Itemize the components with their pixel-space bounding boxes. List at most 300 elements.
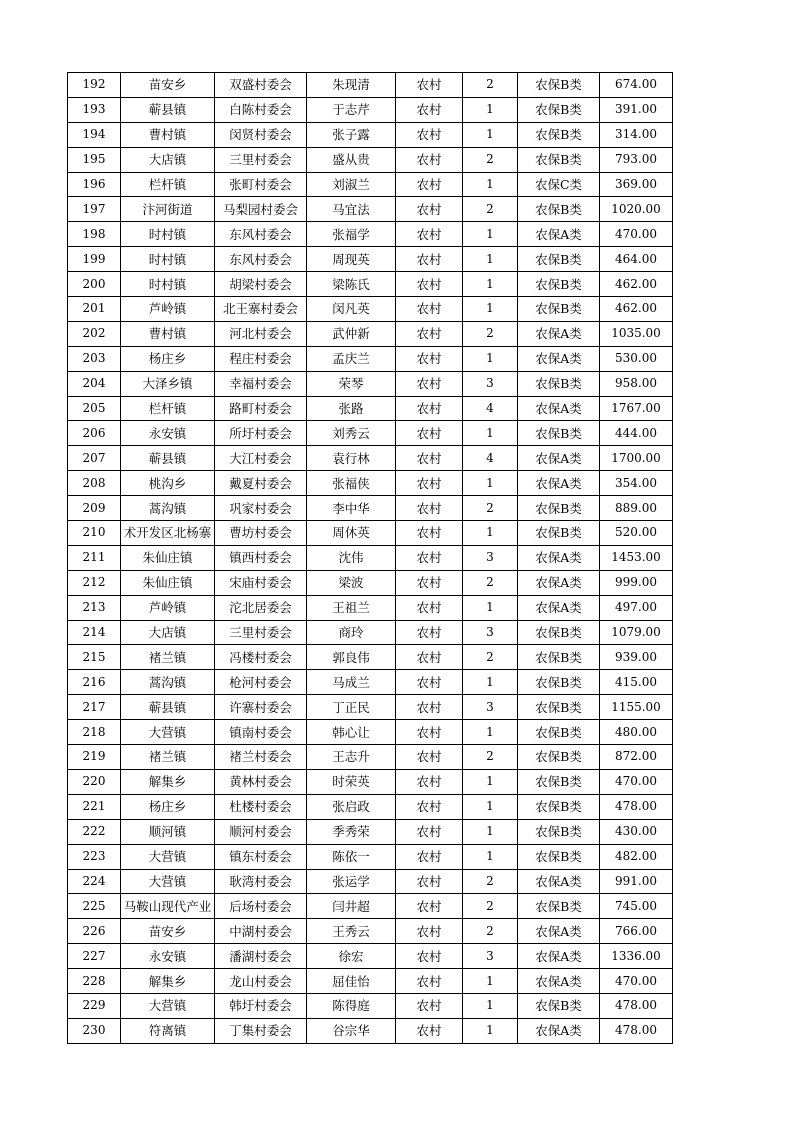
village-committee-cell: 黄林村委会 — [215, 769, 307, 794]
amount-cell: 430.00 — [600, 819, 673, 844]
person-name-cell: 陈得庭 — [307, 993, 396, 1018]
insurance-category-cell: 农保B类 — [518, 794, 600, 819]
insurance-category-cell: 农保B类 — [518, 97, 600, 122]
insurance-category-cell: 农保B类 — [518, 819, 600, 844]
village-committee-cell: 枪河村委会 — [215, 670, 307, 695]
person-name-cell: 谷宗华 — [307, 1018, 396, 1043]
village-committee-cell: 张町村委会 — [215, 172, 307, 197]
household-type-cell: 农村 — [396, 794, 463, 819]
row-number-cell: 227 — [68, 944, 121, 969]
row-number-cell: 230 — [68, 1018, 121, 1043]
village-committee-cell: 褚兰村委会 — [215, 745, 307, 770]
insurance-category-cell: 农保A类 — [518, 969, 600, 994]
table-row — [68, 695, 673, 720]
amount-cell: 391.00 — [600, 97, 673, 122]
village-committee-cell: 所圩村委会 — [215, 421, 307, 446]
township-cell: 时村镇 — [121, 247, 215, 272]
township-cell: 桃沟乡 — [121, 471, 215, 496]
relief-roster-table — [67, 72, 673, 1044]
person-name-cell: 商玲 — [307, 620, 396, 645]
village-committee-cell: 丁集村委会 — [215, 1018, 307, 1043]
household-type-cell: 农村 — [396, 421, 463, 446]
insurance-category-cell: 农保B类 — [518, 745, 600, 770]
household-type-cell: 农村 — [396, 471, 463, 496]
village-committee-cell: 镇西村委会 — [215, 545, 307, 570]
village-committee-cell: 东风村委会 — [215, 222, 307, 247]
household-type-cell: 农村 — [396, 321, 463, 346]
table-row — [68, 97, 673, 122]
table-row — [68, 620, 673, 645]
village-committee-cell: 北王寨村委会 — [215, 297, 307, 322]
row-number-cell: 209 — [68, 496, 121, 521]
family-size-cell: 3 — [463, 545, 518, 570]
village-committee-cell: 宋庙村委会 — [215, 570, 307, 595]
amount-cell: 497.00 — [600, 595, 673, 620]
township-cell: 朱仙庄镇 — [121, 545, 215, 570]
table-row — [68, 73, 673, 98]
row-number-cell: 192 — [68, 73, 121, 98]
row-number-cell: 223 — [68, 844, 121, 869]
row-number-cell: 219 — [68, 745, 121, 770]
township-cell: 杨庄乡 — [121, 346, 215, 371]
amount-cell: 462.00 — [600, 272, 673, 297]
insurance-category-cell: 农保B类 — [518, 620, 600, 645]
amount-cell: 1155.00 — [600, 695, 673, 720]
village-committee-cell: 闵贤村委会 — [215, 122, 307, 147]
township-cell: 曹村镇 — [121, 122, 215, 147]
family-size-cell: 1 — [463, 595, 518, 620]
row-number-cell: 215 — [68, 645, 121, 670]
household-type-cell: 农村 — [396, 969, 463, 994]
insurance-category-cell: 农保B类 — [518, 496, 600, 521]
village-committee-cell: 程庄村委会 — [215, 346, 307, 371]
table-row — [68, 794, 673, 819]
township-cell: 栏杆镇 — [121, 396, 215, 421]
person-name-cell: 屈佳怡 — [307, 969, 396, 994]
village-committee-cell: 马梨园村委会 — [215, 197, 307, 222]
amount-cell: 482.00 — [600, 844, 673, 869]
township-cell: 大营镇 — [121, 844, 215, 869]
table-row — [68, 272, 673, 297]
household-type-cell: 农村 — [396, 521, 463, 546]
row-number-cell: 208 — [68, 471, 121, 496]
household-type-cell: 农村 — [396, 844, 463, 869]
person-name-cell: 李中华 — [307, 496, 396, 521]
village-committee-cell: 韩圩村委会 — [215, 993, 307, 1018]
insurance-category-cell: 农保B类 — [518, 272, 600, 297]
family-size-cell: 1 — [463, 819, 518, 844]
insurance-category-cell: 农保B类 — [518, 993, 600, 1018]
township-cell: 大店镇 — [121, 147, 215, 172]
table-row — [68, 346, 673, 371]
row-number-cell: 193 — [68, 97, 121, 122]
family-size-cell: 1 — [463, 844, 518, 869]
household-type-cell: 农村 — [396, 122, 463, 147]
person-name-cell: 王志升 — [307, 745, 396, 770]
amount-cell: 991.00 — [600, 869, 673, 894]
family-size-cell: 1 — [463, 97, 518, 122]
insurance-category-cell: 农保A类 — [518, 595, 600, 620]
person-name-cell: 周休英 — [307, 521, 396, 546]
table-row — [68, 471, 673, 496]
township-cell: 时村镇 — [121, 272, 215, 297]
amount-cell: 1079.00 — [600, 620, 673, 645]
family-size-cell: 1 — [463, 769, 518, 794]
table-row — [68, 844, 673, 869]
family-size-cell: 1 — [463, 272, 518, 297]
table-row — [68, 670, 673, 695]
family-size-cell: 3 — [463, 620, 518, 645]
village-committee-cell: 镇东村委会 — [215, 844, 307, 869]
insurance-category-cell: 农保A类 — [518, 570, 600, 595]
family-size-cell: 1 — [463, 421, 518, 446]
village-committee-cell: 顺河村委会 — [215, 819, 307, 844]
township-cell: 蕲县镇 — [121, 97, 215, 122]
row-number-cell: 226 — [68, 919, 121, 944]
township-cell: 大店镇 — [121, 620, 215, 645]
person-name-cell: 孟庆兰 — [307, 346, 396, 371]
row-number-cell: 206 — [68, 421, 121, 446]
person-name-cell: 于志芹 — [307, 97, 396, 122]
insurance-category-cell: 农保B类 — [518, 695, 600, 720]
household-type-cell: 农村 — [396, 446, 463, 471]
amount-cell: 766.00 — [600, 919, 673, 944]
amount-cell: 745.00 — [600, 894, 673, 919]
household-type-cell: 农村 — [396, 297, 463, 322]
insurance-category-cell: 农保B类 — [518, 844, 600, 869]
person-name-cell: 周现英 — [307, 247, 396, 272]
person-name-cell: 张运学 — [307, 869, 396, 894]
insurance-category-cell: 农保A类 — [518, 321, 600, 346]
family-size-cell: 2 — [463, 570, 518, 595]
township-cell: 大营镇 — [121, 869, 215, 894]
row-number-cell: 217 — [68, 695, 121, 720]
table-row — [68, 819, 673, 844]
table-row — [68, 222, 673, 247]
village-committee-cell: 双盛村委会 — [215, 73, 307, 98]
family-size-cell: 3 — [463, 944, 518, 969]
amount-cell: 470.00 — [600, 222, 673, 247]
row-number-cell: 225 — [68, 894, 121, 919]
person-name-cell: 张福侠 — [307, 471, 396, 496]
family-size-cell: 1 — [463, 670, 518, 695]
village-committee-cell: 龙山村委会 — [215, 969, 307, 994]
row-number-cell: 214 — [68, 620, 121, 645]
township-cell: 蕲县镇 — [121, 446, 215, 471]
family-size-cell: 4 — [463, 446, 518, 471]
row-number-cell: 198 — [68, 222, 121, 247]
insurance-category-cell: 农保B类 — [518, 297, 600, 322]
family-size-cell: 1 — [463, 720, 518, 745]
row-number-cell: 197 — [68, 197, 121, 222]
table-row — [68, 969, 673, 994]
family-size-cell: 1 — [463, 1018, 518, 1043]
township-cell: 顺河镇 — [121, 819, 215, 844]
person-name-cell: 袁行林 — [307, 446, 396, 471]
person-name-cell: 马宜法 — [307, 197, 396, 222]
row-number-cell: 224 — [68, 869, 121, 894]
insurance-category-cell: 农保B类 — [518, 197, 600, 222]
township-cell: 解集乡 — [121, 769, 215, 794]
table-row — [68, 595, 673, 620]
household-type-cell: 农村 — [396, 720, 463, 745]
row-number-cell: 196 — [68, 172, 121, 197]
village-committee-cell: 三里村委会 — [215, 147, 307, 172]
amount-cell: 464.00 — [600, 247, 673, 272]
amount-cell: 793.00 — [600, 147, 673, 172]
household-type-cell: 农村 — [396, 545, 463, 570]
township-cell: 蒿沟镇 — [121, 670, 215, 695]
household-type-cell: 农村 — [396, 769, 463, 794]
insurance-category-cell: 农保B类 — [518, 247, 600, 272]
row-number-cell: 194 — [68, 122, 121, 147]
row-number-cell: 200 — [68, 272, 121, 297]
township-cell: 大营镇 — [121, 993, 215, 1018]
village-committee-cell: 戴夏村委会 — [215, 471, 307, 496]
amount-cell: 354.00 — [600, 471, 673, 496]
family-size-cell: 1 — [463, 297, 518, 322]
village-committee-cell: 耿湾村委会 — [215, 869, 307, 894]
amount-cell: 1035.00 — [600, 321, 673, 346]
household-type-cell: 农村 — [396, 894, 463, 919]
amount-cell: 415.00 — [600, 670, 673, 695]
family-size-cell: 3 — [463, 695, 518, 720]
family-size-cell: 1 — [463, 346, 518, 371]
family-size-cell: 2 — [463, 919, 518, 944]
person-name-cell: 张子露 — [307, 122, 396, 147]
household-type-cell: 农村 — [396, 819, 463, 844]
amount-cell: 872.00 — [600, 745, 673, 770]
family-size-cell: 1 — [463, 247, 518, 272]
family-size-cell: 1 — [463, 993, 518, 1018]
amount-cell: 1020.00 — [600, 197, 673, 222]
village-committee-cell: 镇南村委会 — [215, 720, 307, 745]
table-row — [68, 371, 673, 396]
insurance-category-cell: 农保A类 — [518, 869, 600, 894]
household-type-cell: 农村 — [396, 496, 463, 521]
table-row — [68, 944, 673, 969]
township-cell: 蒿沟镇 — [121, 496, 215, 521]
insurance-category-cell: 农保A类 — [518, 396, 600, 421]
household-type-cell: 农村 — [396, 272, 463, 297]
table-row — [68, 745, 673, 770]
table-row — [68, 147, 673, 172]
village-committee-cell: 杜楼村委会 — [215, 794, 307, 819]
table-row — [68, 247, 673, 272]
table-row — [68, 297, 673, 322]
table-row — [68, 421, 673, 446]
row-number-cell: 221 — [68, 794, 121, 819]
village-committee-cell: 大江村委会 — [215, 446, 307, 471]
insurance-category-cell: 农保B类 — [518, 720, 600, 745]
family-size-cell: 2 — [463, 147, 518, 172]
person-name-cell: 韩心让 — [307, 720, 396, 745]
village-committee-cell: 胡梁村委会 — [215, 272, 307, 297]
row-number-cell: 211 — [68, 545, 121, 570]
person-name-cell: 季秀荣 — [307, 819, 396, 844]
table-row — [68, 894, 673, 919]
table-row — [68, 122, 673, 147]
household-type-cell: 农村 — [396, 371, 463, 396]
person-name-cell: 闵凡英 — [307, 297, 396, 322]
household-type-cell: 农村 — [396, 919, 463, 944]
person-name-cell: 梁波 — [307, 570, 396, 595]
insurance-category-cell: 农保B类 — [518, 371, 600, 396]
amount-cell: 939.00 — [600, 645, 673, 670]
row-number-cell: 203 — [68, 346, 121, 371]
table-row — [68, 545, 673, 570]
amount-cell: 889.00 — [600, 496, 673, 521]
amount-cell: 1453.00 — [600, 545, 673, 570]
amount-cell: 369.00 — [600, 172, 673, 197]
person-name-cell: 马成兰 — [307, 670, 396, 695]
person-name-cell: 张福学 — [307, 222, 396, 247]
family-size-cell: 3 — [463, 371, 518, 396]
amount-cell: 999.00 — [600, 570, 673, 595]
insurance-category-cell: 农保A类 — [518, 446, 600, 471]
roster-body — [68, 73, 673, 1044]
township-cell: 符离镇 — [121, 1018, 215, 1043]
household-type-cell: 农村 — [396, 645, 463, 670]
township-cell: 褚兰镇 — [121, 745, 215, 770]
table-row — [68, 521, 673, 546]
amount-cell: 478.00 — [600, 1018, 673, 1043]
township-cell: 苗安乡 — [121, 73, 215, 98]
insurance-category-cell: 农保B类 — [518, 147, 600, 172]
insurance-category-cell: 农保B类 — [518, 769, 600, 794]
family-size-cell: 2 — [463, 745, 518, 770]
family-size-cell: 2 — [463, 894, 518, 919]
person-name-cell: 时荣英 — [307, 769, 396, 794]
row-number-cell: 205 — [68, 396, 121, 421]
village-committee-cell: 沱北居委会 — [215, 595, 307, 620]
township-cell: 褚兰镇 — [121, 645, 215, 670]
person-name-cell: 张路 — [307, 396, 396, 421]
family-size-cell: 2 — [463, 321, 518, 346]
row-number-cell: 210 — [68, 521, 121, 546]
person-name-cell: 武仲新 — [307, 321, 396, 346]
household-type-cell: 农村 — [396, 396, 463, 421]
village-committee-cell: 中湖村委会 — [215, 919, 307, 944]
person-name-cell: 朱现清 — [307, 73, 396, 98]
table-row — [68, 993, 673, 1018]
household-type-cell: 农村 — [396, 745, 463, 770]
person-name-cell: 刘淑兰 — [307, 172, 396, 197]
village-committee-cell: 三里村委会 — [215, 620, 307, 645]
household-type-cell: 农村 — [396, 620, 463, 645]
township-cell: 杨庄乡 — [121, 794, 215, 819]
household-type-cell: 农村 — [396, 570, 463, 595]
village-committee-cell: 河北村委会 — [215, 321, 307, 346]
family-size-cell: 2 — [463, 869, 518, 894]
amount-cell: 674.00 — [600, 73, 673, 98]
amount-cell: 1767.00 — [600, 396, 673, 421]
township-cell: 汴河街道 — [121, 197, 215, 222]
family-size-cell: 1 — [463, 172, 518, 197]
person-name-cell: 荣琴 — [307, 371, 396, 396]
township-cell: 芦岭镇 — [121, 297, 215, 322]
amount-cell: 530.00 — [600, 346, 673, 371]
row-number-cell: 213 — [68, 595, 121, 620]
amount-cell: 478.00 — [600, 993, 673, 1018]
person-name-cell: 沈伟 — [307, 545, 396, 570]
village-committee-cell: 潘湖村委会 — [215, 944, 307, 969]
township-cell: 大泽乡镇 — [121, 371, 215, 396]
insurance-category-cell: 农保B类 — [518, 645, 600, 670]
person-name-cell: 丁正民 — [307, 695, 396, 720]
family-size-cell: 1 — [463, 122, 518, 147]
amount-cell: 958.00 — [600, 371, 673, 396]
table-row — [68, 720, 673, 745]
table-row — [68, 446, 673, 471]
table-row — [68, 570, 673, 595]
household-type-cell: 农村 — [396, 869, 463, 894]
person-name-cell: 梁陈氏 — [307, 272, 396, 297]
insurance-category-cell: 农保A类 — [518, 1018, 600, 1043]
insurance-category-cell: 农保A类 — [518, 471, 600, 496]
person-name-cell: 徐宏 — [307, 944, 396, 969]
household-type-cell: 农村 — [396, 1018, 463, 1043]
person-name-cell: 陈依一 — [307, 844, 396, 869]
household-type-cell: 农村 — [396, 944, 463, 969]
village-committee-cell: 冯楼村委会 — [215, 645, 307, 670]
village-committee-cell: 白陈村委会 — [215, 97, 307, 122]
household-type-cell: 农村 — [396, 993, 463, 1018]
family-size-cell: 4 — [463, 396, 518, 421]
insurance-category-cell: 农保B类 — [518, 521, 600, 546]
amount-cell: 1700.00 — [600, 446, 673, 471]
person-name-cell: 王祖兰 — [307, 595, 396, 620]
family-size-cell: 1 — [463, 222, 518, 247]
township-cell: 时村镇 — [121, 222, 215, 247]
township-cell: 解集乡 — [121, 969, 215, 994]
township-cell: 术开发区北杨寨 — [121, 521, 215, 546]
person-name-cell: 张启政 — [307, 794, 396, 819]
amount-cell: 462.00 — [600, 297, 673, 322]
insurance-category-cell: 农保B类 — [518, 73, 600, 98]
person-name-cell: 王秀云 — [307, 919, 396, 944]
row-number-cell: 195 — [68, 147, 121, 172]
family-size-cell: 1 — [463, 969, 518, 994]
table-row — [68, 197, 673, 222]
insurance-category-cell: 农保A类 — [518, 944, 600, 969]
amount-cell: 470.00 — [600, 969, 673, 994]
table-row — [68, 172, 673, 197]
family-size-cell: 1 — [463, 521, 518, 546]
township-cell: 永安镇 — [121, 944, 215, 969]
township-cell: 苗安乡 — [121, 919, 215, 944]
insurance-category-cell: 农保A类 — [518, 346, 600, 371]
insurance-category-cell: 农保B类 — [518, 670, 600, 695]
table-row — [68, 919, 673, 944]
village-committee-cell: 幸福村委会 — [215, 371, 307, 396]
village-committee-cell: 巩家村委会 — [215, 496, 307, 521]
row-number-cell: 220 — [68, 769, 121, 794]
household-type-cell: 农村 — [396, 172, 463, 197]
row-number-cell: 222 — [68, 819, 121, 844]
village-committee-cell: 许寨村委会 — [215, 695, 307, 720]
table-row — [68, 496, 673, 521]
household-type-cell: 农村 — [396, 670, 463, 695]
row-number-cell: 201 — [68, 297, 121, 322]
insurance-category-cell: 农保C类 — [518, 172, 600, 197]
insurance-category-cell: 农保A类 — [518, 222, 600, 247]
insurance-category-cell: 农保B类 — [518, 421, 600, 446]
table-row — [68, 321, 673, 346]
row-number-cell: 202 — [68, 321, 121, 346]
household-type-cell: 农村 — [396, 222, 463, 247]
amount-cell: 520.00 — [600, 521, 673, 546]
